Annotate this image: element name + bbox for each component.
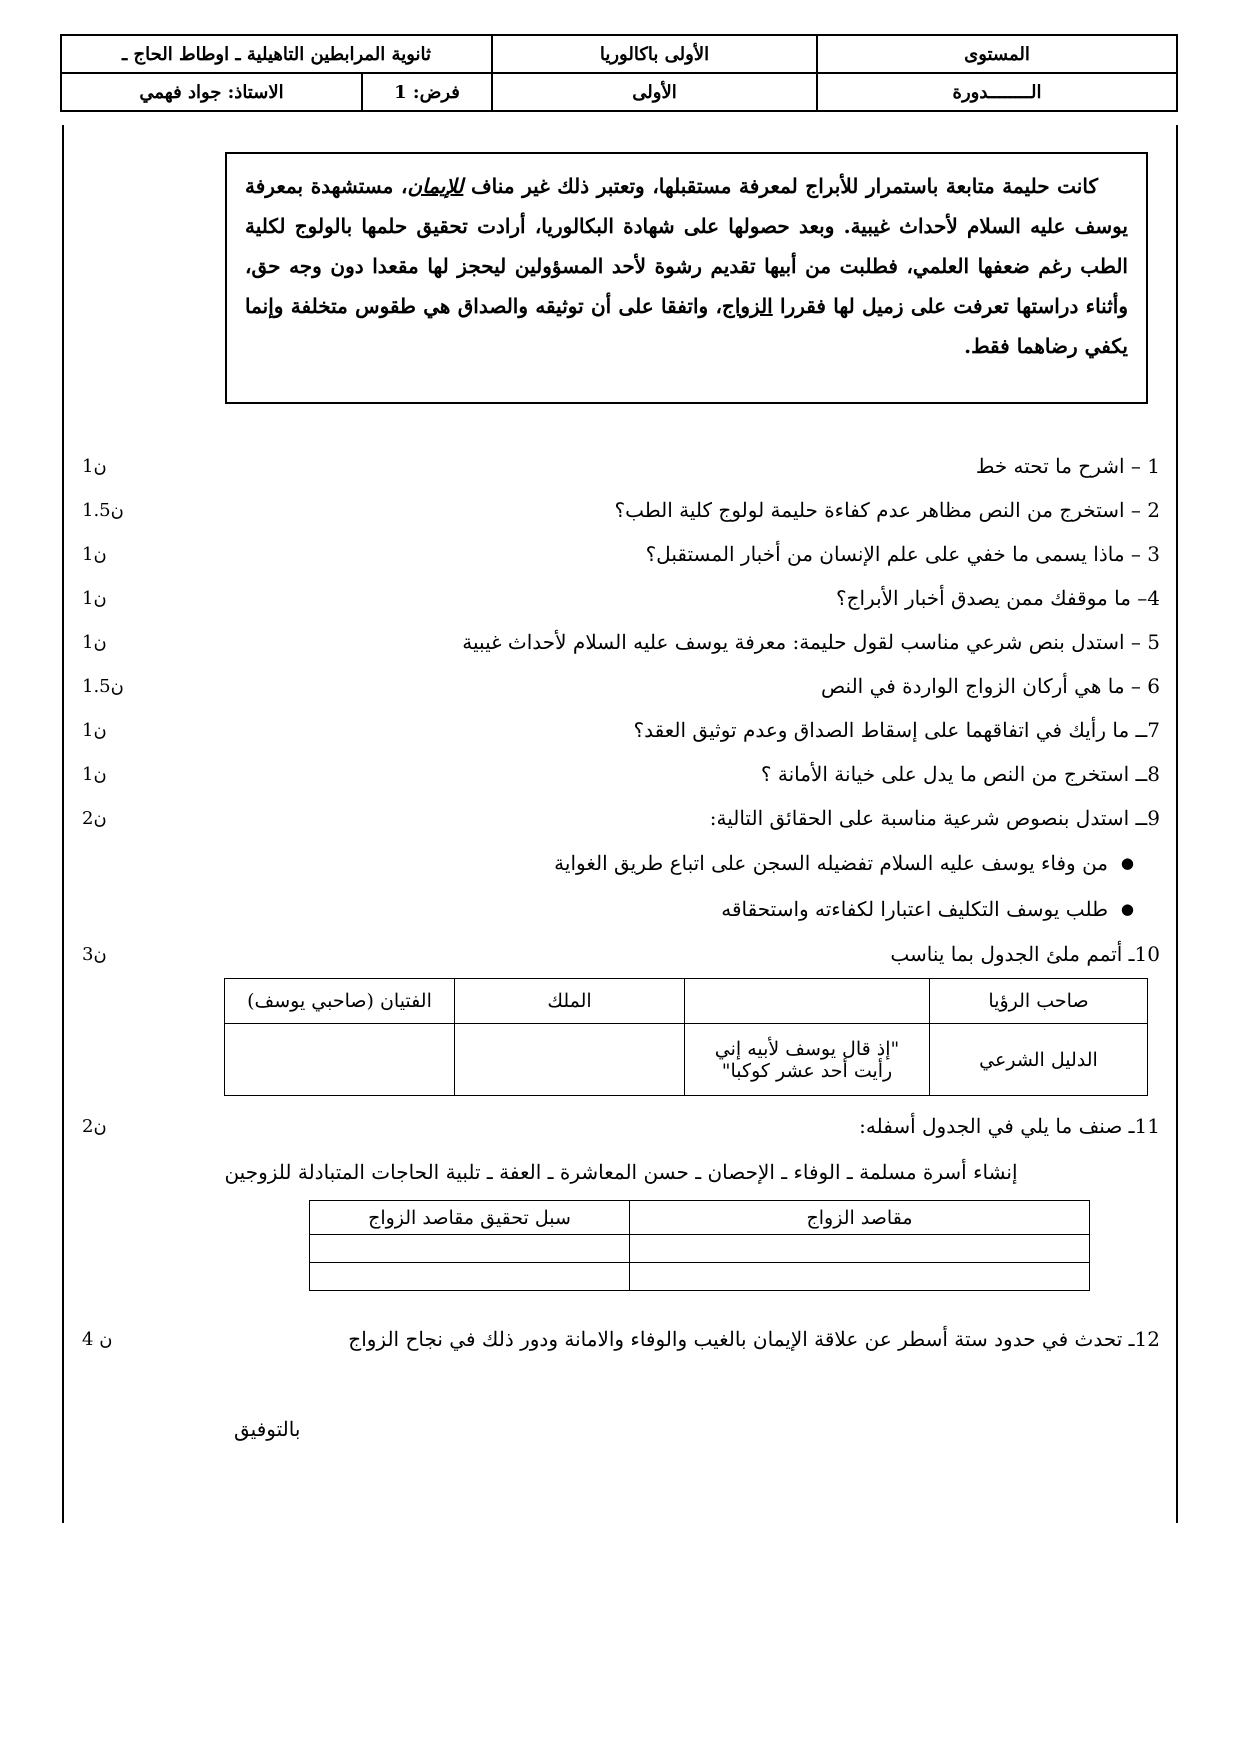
session-label: الــــــــدورة xyxy=(817,73,1177,111)
question-mark: 2ن xyxy=(82,1115,107,1137)
question-text: 1 – اشرح ما تحته خط xyxy=(975,454,1160,478)
classification-header-left: سبل تحقيق مقاصد الزواج xyxy=(310,1201,630,1235)
question-mark: 4 ن xyxy=(82,1328,113,1350)
bullet-item xyxy=(82,886,1134,932)
dream-table-quote-cell: "إذ قال يوسف لأبيه إني رأيت أحد عشر كوكبا" xyxy=(685,1024,930,1096)
question-9-bullets xyxy=(82,840,1160,932)
question-10 xyxy=(82,932,1160,976)
question-8 xyxy=(82,752,1160,796)
classification-header-right: مقاصد الزواج xyxy=(630,1201,1090,1235)
question-2 xyxy=(82,488,1160,532)
question-mark: 1ن xyxy=(82,455,107,477)
underlined-word-zawaj: الزواج xyxy=(721,294,773,318)
dream-table-cell: الفتيان (صاحبي يوسف) xyxy=(225,979,455,1024)
school-name: ثانوية المرابطين التاهيلية ـ اوطاط الحاج ـ xyxy=(61,35,492,73)
question-1 xyxy=(82,444,1160,488)
question-4 xyxy=(82,576,1160,620)
dream-table-cell-empty xyxy=(225,1024,455,1096)
question-mark: 1.5ن xyxy=(82,499,124,521)
question-text: 5 – استدل بنص شرعي مناسب لقول حليمة: معرفة يوسف عليه السلام لأحداث غيبية xyxy=(462,630,1160,654)
question-text: 12ـ تحدث في حدود ستة أسطر عن علاقة الإيمان بالغيب والوفاء والامانة ودور ذلك في نجاح الزواج xyxy=(348,1327,1160,1351)
bullet-icon: ● xyxy=(1120,900,1134,918)
question-3 xyxy=(82,532,1160,576)
question-text: 11ـ صنف ما يلي في الجدول أسفله: xyxy=(859,1114,1160,1138)
question-text: 10ـ أتمم ملئ الجدول بما يناسب xyxy=(890,942,1160,966)
question-text: 6 – ما هي أركان الزواج الواردة في النص xyxy=(821,674,1160,698)
passage-text-1: كانت حليمة متابعة باستمرار للأبراج لمعرفة مستقبلها، وتعتبر ذلك غير مناف xyxy=(463,174,1098,198)
question-mark: 1ن xyxy=(82,631,107,653)
level-value: الأولى باكالوريا xyxy=(492,35,817,73)
dream-table-cell-empty xyxy=(455,1024,685,1096)
questions-list xyxy=(82,444,1160,1441)
passage-text-2: ، مستشهدة بمعرفة يوسف عليه السلام لأحداث غيبية. وبعد حصولها على شهادة البكالوريا، أرادت تحقيق حلمها بالولوج لكلية الطب رغم ضعفها العلمي، فطلبت من أبيها تقديم رشوة لأحد المسؤولين ليحجز لها مقعدا دون وجه حق، وأثناء دراستها تعرفت على زميل لها فقررا xyxy=(245,174,1128,318)
question-mark: 2ن xyxy=(82,807,107,829)
question-5 xyxy=(82,620,1160,664)
dream-table-cell: الدليل الشرعي xyxy=(930,1024,1148,1096)
question-text: 8ــ استخرج من النص ما يدل على خيانة الأمانة ؟ xyxy=(760,762,1160,786)
passage-box xyxy=(225,152,1148,404)
level-label: المستوى xyxy=(817,35,1177,73)
dream-table-cell: صاحب الرؤيا xyxy=(930,979,1148,1024)
question-mark: 1ن xyxy=(82,587,107,609)
classification-cell-empty xyxy=(630,1263,1090,1291)
passage-text-3: ، واتفقا على أن توثيقه والصداق هي طقوس متخلفة وإنما يكفي رضاهما فقط. xyxy=(245,294,1128,358)
classification-cell-empty xyxy=(310,1263,630,1291)
classification-table xyxy=(309,1200,1090,1291)
question-9 xyxy=(82,796,1160,840)
bullet-text: طلب يوسف التكليف اعتبارا لكفاءته واستحقاقه xyxy=(721,897,1108,921)
question-7 xyxy=(82,708,1160,752)
bullet-item xyxy=(82,840,1134,886)
teacher-name: الاستاذ: جواد فهمي xyxy=(61,73,362,111)
classification-cell-empty xyxy=(310,1235,630,1263)
question-12 xyxy=(82,1317,1160,1361)
question-mark: 1ن xyxy=(82,763,107,785)
classification-cell-empty xyxy=(630,1235,1090,1263)
bullet-text: من وفاء يوسف عليه السلام تفضيله السجن على اتباع طريق الغواية xyxy=(554,851,1108,875)
header-table xyxy=(60,34,1178,112)
question-mark: 1.5ن xyxy=(82,675,124,697)
session-value: الأولى xyxy=(492,73,817,111)
underlined-word-iman: للإيمان xyxy=(407,174,464,198)
dream-table-cell: الملك xyxy=(455,979,685,1024)
question-text: 9ــ استدل بنصوص شرعية مناسبة على الحقائق التالية: xyxy=(709,806,1160,830)
exam-number: فرض: 1 xyxy=(362,73,492,111)
good-luck-text: بالتوفيق xyxy=(234,1417,301,1441)
question-mark: 1ن xyxy=(82,543,107,565)
dream-table-cell-empty xyxy=(685,979,930,1024)
question-11 xyxy=(82,1104,1160,1148)
classification-items: إنشاء أسرة مسلمة ـ الوفاء ـ الإحصان ـ حسن المعاشرة ـ العفة ـ تلبية الحاجات المتبادلة للزوجين xyxy=(224,1160,1018,1184)
question-mark: 3ن xyxy=(82,943,107,965)
content-frame xyxy=(62,125,1178,1523)
question-text: 3 – ماذا يسمى ما خفي على علم الإنسان من أخبار المستقبل؟ xyxy=(645,542,1160,566)
question-text: 7ــ ما رأيك في اتفاقهما على إسقاط الصداق وعدم توثيق العقد؟ xyxy=(633,718,1160,742)
question-text: 4– ما موقفك ممن يصدق أخبار الأبراج؟ xyxy=(835,586,1160,610)
question-6 xyxy=(82,664,1160,708)
bullet-icon: ● xyxy=(1120,854,1134,872)
dream-table xyxy=(224,978,1148,1096)
question-text: 2 – استخرج من النص مظاهر عدم كفاءة حليمة لولوج كلية الطب؟ xyxy=(614,498,1160,522)
question-mark: 1ن xyxy=(82,719,107,741)
